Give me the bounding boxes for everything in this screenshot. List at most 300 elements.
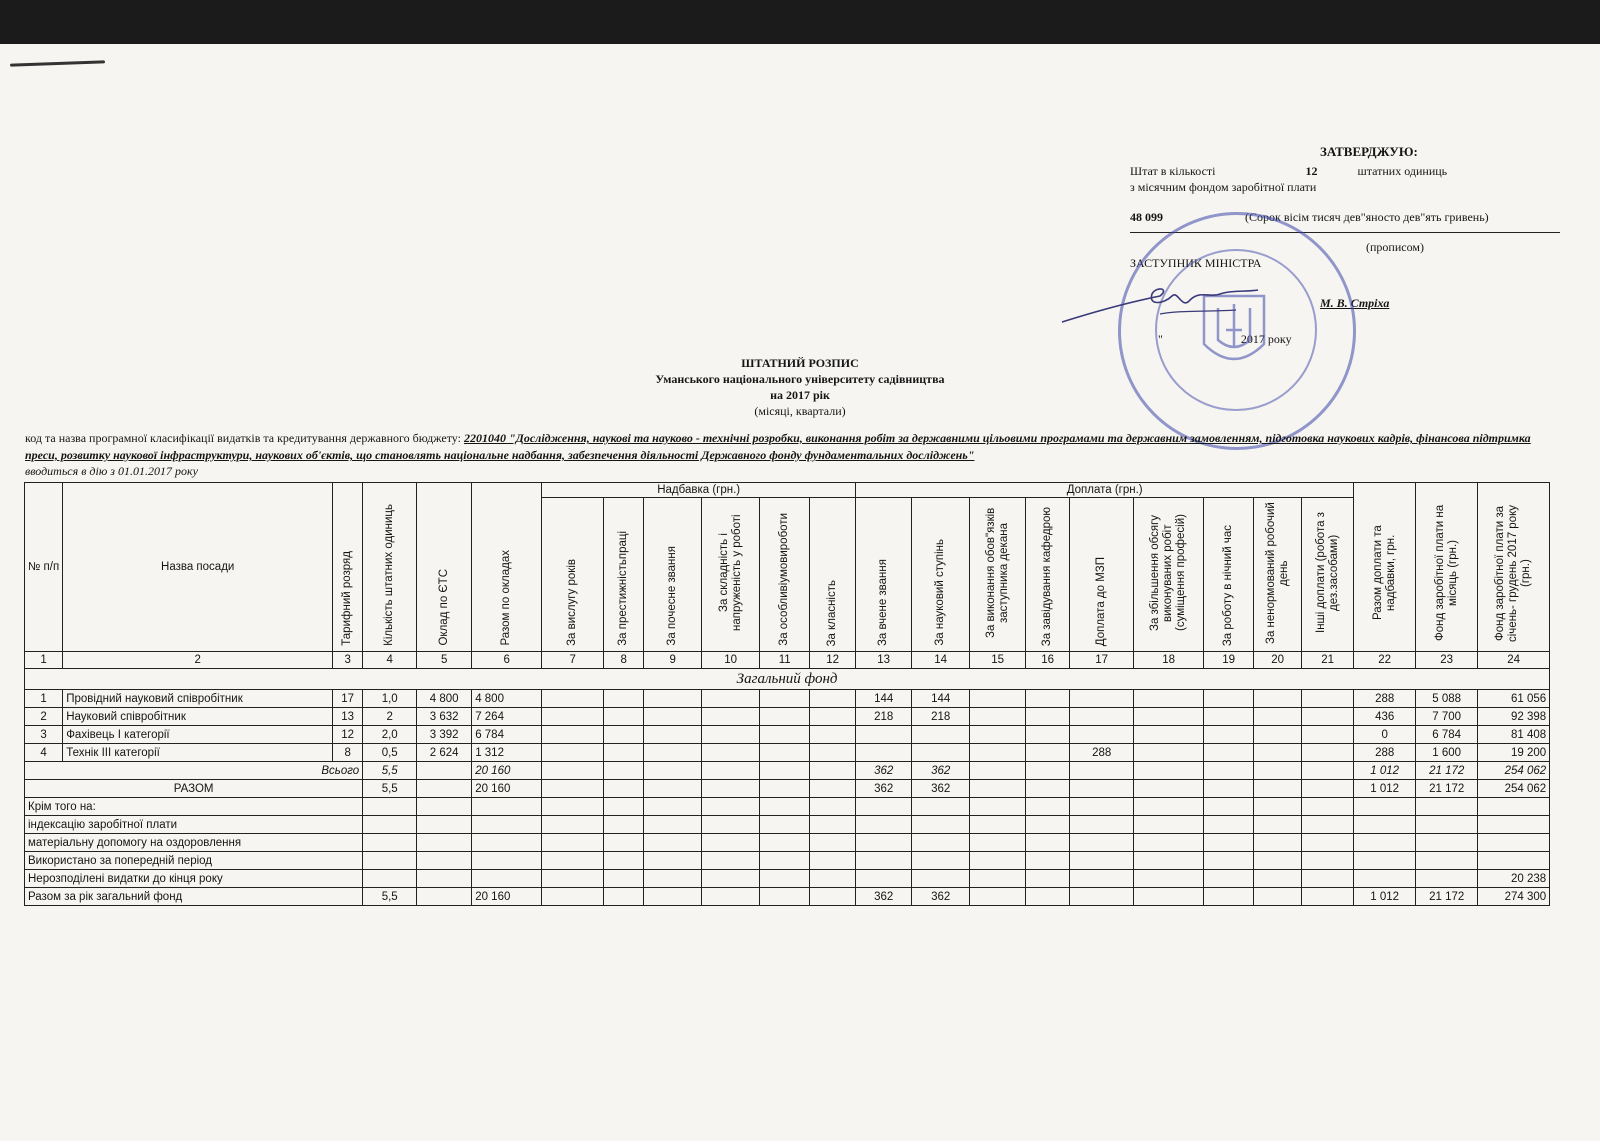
header-bonus-col: За вислугу років [566,559,579,646]
empty-cell [542,816,604,834]
extra-year-fund [1478,816,1550,834]
empty-cell [912,798,970,816]
table-row [25,726,1550,744]
sum-extra: 0 [1354,726,1416,744]
empty-cell [604,762,644,780]
empty-cell [810,726,856,744]
header-salary: Оклад по ЄТС [437,569,450,646]
extra-label: Використано за попередній період [25,852,363,870]
empty-cell [363,834,417,852]
units: 0,5 [363,744,417,762]
empty-cell [970,744,1026,762]
empty-cell [1026,816,1070,834]
empty-cell [1302,690,1354,708]
column-number: 9 [644,652,702,669]
staff-units: штатних одиниць [1357,164,1448,178]
row-number: 3 [25,726,63,744]
empty-cell [810,780,856,798]
empty-cell [1134,852,1204,870]
header-bonus-col: За почесне звання [666,546,679,646]
empty-cell [810,798,856,816]
empty-cell [1354,852,1416,870]
position-name: Науковий співробітник [63,708,333,726]
empty-cell [1416,870,1478,888]
empty-cell [760,780,810,798]
total-sum-extra: 1 012 [1354,780,1416,798]
empty-cell [472,816,542,834]
empty-cell [1134,888,1204,906]
empty-cell [417,780,472,798]
empty-cell [810,708,856,726]
total-year-fund: 274 300 [1478,888,1550,906]
empty-cell [1026,708,1070,726]
empty-cell [1026,762,1070,780]
table-row [25,690,1550,708]
academic-degree-extra: 144 [912,690,970,708]
empty-cell [542,762,604,780]
header-bonus-group: Надбавка (грн.) [542,483,856,498]
extra-row [25,870,1550,888]
empty-cell [912,834,970,852]
fund-title: Загальний фонд [25,669,1550,690]
empty-cell [702,834,760,852]
staff-count-line [1130,164,1447,179]
extra-year-fund: 20 238 [1478,870,1550,888]
empty-cell [604,834,644,852]
total-academic-title: 362 [856,780,912,798]
scan-dark-edge [0,0,1600,44]
empty-cell [1302,744,1354,762]
empty-cell [417,816,472,834]
column-number: 5 [417,652,472,669]
empty-cell [417,762,472,780]
empty-cell [760,744,810,762]
empty-cell [810,834,856,852]
empty-cell [417,888,472,906]
empty-cell [644,726,702,744]
sum-extra: 436 [1354,708,1416,726]
program-code: 2201040 "Дослідження, наукові та науково - технічні розробки, виконання робіт за державними цільовими програмами та державним замовленням, підготовка наукових кадрів, фінансова підтримка преси, розвитку наукової інфраструктури, наукових об'єктів, що становлять національне надбання, забезпечення діяльності Державного фонду фундаментальних досліджень" [25,431,1531,462]
header-extra-col: За ненормований робочий день [1264,502,1290,644]
empty-cell [1204,816,1254,834]
salary: 4 800 [417,690,472,708]
empty-cell [970,798,1026,816]
total-month-fund: 21 172 [1416,888,1478,906]
empty-cell [542,744,604,762]
grade: 17 [333,690,363,708]
empty-cell [1204,834,1254,852]
empty-cell [856,798,912,816]
grade: 8 [333,744,363,762]
empty-cell [1070,816,1134,834]
year-fund: 92 398 [1478,708,1550,726]
empty-cell [1134,726,1204,744]
empty-cell [1026,798,1070,816]
total-label: Разом за рік загальний фонд [25,888,363,906]
total-academic-title: 362 [856,762,912,780]
table-row [25,708,1550,726]
academic-title-extra [856,744,912,762]
header-bonus-col: За складність і напруженість у роботі [717,514,743,632]
empty-cell [644,798,702,816]
total-units: 5,5 [363,762,417,780]
header-extra-col: Інші доплати (робота з дез.засобами) [1314,512,1340,634]
empty-cell [604,798,644,816]
column-number: 18 [1134,652,1204,669]
column-number: 10 [702,652,760,669]
empty-cell [1254,834,1302,852]
empty-cell [702,726,760,744]
empty-cell [644,870,702,888]
total-label: Всього [25,762,363,780]
empty-cell [1026,744,1070,762]
total-salary: 20 160 [472,888,542,906]
column-number: 15 [970,652,1026,669]
column-number: 1 [25,652,63,669]
month-fund: 6 784 [1416,726,1478,744]
effective-date: вводиться в дію з 01.01.2017 року [25,464,198,478]
column-number: 7 [542,652,604,669]
min-wage-extra [1070,726,1134,744]
empty-cell [1204,780,1254,798]
empty-cell [912,816,970,834]
empty-cell [1070,834,1134,852]
row-number: 4 [25,744,63,762]
empty-cell [760,816,810,834]
empty-cell [542,780,604,798]
month-fund: 5 088 [1416,690,1478,708]
column-number: 17 [1070,652,1134,669]
empty-cell [604,726,644,744]
column-number: 14 [912,652,970,669]
period: на 2017 рік [770,388,830,402]
empty-cell [702,798,760,816]
empty-cell [644,780,702,798]
total-sum-extra: 1 012 [1354,762,1416,780]
empty-cell [1416,834,1478,852]
empty-cell [1416,852,1478,870]
fund-label: з місячним фондом заробітної плати [1130,180,1317,194]
header-total-salary: Разом по окладах [500,550,513,646]
header-extra-col: За роботу в нічний час [1222,524,1235,646]
empty-cell [760,852,810,870]
header-bonus-col: За класність [826,579,839,646]
total-academic-degree: 362 [912,762,970,780]
total-salary: 1 312 [472,744,542,762]
empty-cell [702,888,760,906]
academic-title-extra [856,726,912,744]
position-name: Технік ІІІ категорії [63,744,333,762]
empty-cell [644,852,702,870]
salary: 2 624 [417,744,472,762]
empty-cell [702,816,760,834]
header-year-fund: Фонд заробітної плати за січень- грудень 2017 року (грн.) [1494,504,1533,642]
empty-cell [970,690,1026,708]
empty-cell [1070,888,1134,906]
empty-cell [810,690,856,708]
empty-cell [1354,798,1416,816]
date-day: " [1158,332,1163,346]
header-extra-col: За вчене звання [877,558,890,646]
total-salary: 4 800 [472,690,542,708]
empty-cell [1134,744,1204,762]
total-academic-degree: 362 [912,888,970,906]
year-fund: 81 408 [1478,726,1550,744]
empty-cell [1354,870,1416,888]
row-number: 1 [25,690,63,708]
empty-cell [810,870,856,888]
empty-cell [644,888,702,906]
empty-cell [363,816,417,834]
empty-cell [1302,726,1354,744]
total-month-fund: 21 172 [1416,762,1478,780]
empty-cell [1204,726,1254,744]
min-wage-extra: 288 [1070,744,1134,762]
empty-cell [472,798,542,816]
total-units: 5,5 [363,780,417,798]
empty-cell [1070,798,1134,816]
header-extra-col: За науковий ступінь [934,539,947,646]
empty-cell [1134,798,1204,816]
column-number-row [25,652,1550,669]
empty-cell [1254,816,1302,834]
empty-cell [970,726,1026,744]
empty-cell [1204,852,1254,870]
empty-cell [970,834,1026,852]
extra-year-fund [1478,798,1550,816]
empty-cell [1416,816,1478,834]
empty-cell [604,888,644,906]
header-month-fund: Фонд заробітної плати на місяць (грн.) [1433,504,1459,642]
empty-cell [472,870,542,888]
fund-amount: 48 099 [1130,210,1163,224]
min-wage-extra [1070,690,1134,708]
total-year-fund: 254 062 [1478,762,1550,780]
handwritten-signature [1060,280,1260,330]
empty-cell [542,708,604,726]
column-number: 3 [333,652,363,669]
empty-cell [1026,726,1070,744]
min-wage-extra [1070,708,1134,726]
staff-count: 12 [1305,164,1318,178]
empty-cell [644,834,702,852]
column-number: 11 [760,652,810,669]
empty-cell [702,852,760,870]
empty-cell [417,798,472,816]
empty-cell [1354,834,1416,852]
extra-year-fund [1478,852,1550,870]
empty-cell [1204,870,1254,888]
total-month-fund: 21 172 [1416,780,1478,798]
empty-cell [970,816,1026,834]
column-number: 13 [856,652,912,669]
date-suffix: 2017 року [1240,332,1292,346]
empty-cell [1302,780,1354,798]
salary: 3 632 [417,708,472,726]
empty-cell [1254,780,1302,798]
empty-cell [1416,798,1478,816]
total-salary: 20 160 [472,762,542,780]
total-label: РАЗОМ [25,780,363,798]
empty-cell [970,708,1026,726]
empty-cell [912,870,970,888]
fund-words: (Сорок вісім тисяч дев"яносто дев"ять гривень) [1245,210,1489,224]
empty-cell [1134,708,1204,726]
empty-cell [1026,852,1070,870]
column-number: 24 [1478,652,1550,669]
empty-cell [644,690,702,708]
empty-cell [970,780,1026,798]
empty-cell [363,852,417,870]
extra-row [25,798,1550,816]
empty-cell [760,690,810,708]
header-bonus-col: За особливіумовироботи [778,513,791,646]
empty-cell [1070,870,1134,888]
empty-cell [1134,834,1204,852]
program-classification [25,430,1535,464]
empty-cell [1254,852,1302,870]
razom-row [25,780,1550,798]
salary: 3 392 [417,726,472,744]
empty-cell [644,744,702,762]
empty-cell [472,852,542,870]
empty-cell [644,762,702,780]
empty-cell [810,744,856,762]
total-academic-title: 362 [856,888,912,906]
total-salary: 7 264 [472,708,542,726]
empty-cell [760,870,810,888]
empty-cell [702,690,760,708]
pen-mark [10,60,105,66]
empty-cell [644,708,702,726]
header-extra-col: За виконання обов"язків заступника декана [984,507,1010,639]
total-salary: 20 160 [472,780,542,798]
empty-cell [604,852,644,870]
extra-year-fund [1478,834,1550,852]
empty-cell [1134,870,1204,888]
signer-name: М. В. Стріха [1320,296,1390,310]
total-row [25,762,1550,780]
extra-row [25,834,1550,852]
empty-cell [1070,780,1134,798]
empty-cell [856,834,912,852]
grade: 13 [333,708,363,726]
column-number: 8 [604,652,644,669]
position-name: Провідний науковий співробітник [63,690,333,708]
units: 1,0 [363,690,417,708]
organization-name: Уманського національного університету садівництва [655,372,945,386]
empty-cell [604,744,644,762]
empty-cell [760,726,810,744]
empty-cell [1254,798,1302,816]
empty-cell [1026,888,1070,906]
academic-degree-extra [912,726,970,744]
academic-degree-extra [912,744,970,762]
table-row [25,744,1550,762]
empty-cell [604,870,644,888]
empty-cell [363,798,417,816]
position-name: Фахівець І категорії [63,726,333,744]
column-number: 19 [1204,652,1254,669]
empty-cell [1134,780,1204,798]
empty-cell [970,888,1026,906]
empty-cell [702,708,760,726]
empty-cell [1204,744,1254,762]
document-heading [440,355,1160,419]
empty-cell [1204,888,1254,906]
empty-cell [542,726,604,744]
empty-cell [760,708,810,726]
empty-cell [760,834,810,852]
empty-cell [417,870,472,888]
column-number: 2 [63,652,333,669]
signer-position: ЗАСТУПНИК МІНІСТРА [1130,256,1262,270]
header-extra-group: Доплата (грн.) [856,483,1354,498]
empty-cell [1134,816,1204,834]
empty-cell [702,780,760,798]
empty-cell [1302,816,1354,834]
column-number: 6 [472,652,542,669]
empty-cell [856,870,912,888]
empty-cell [1026,870,1070,888]
staff-label: Штат в кількості [1130,164,1216,178]
empty-cell [1302,870,1354,888]
empty-cell [970,870,1026,888]
period-note: (місяці, квартали) [754,404,846,418]
grade: 12 [333,726,363,744]
extra-label: Нерозподілені видатки до кінця року [25,870,363,888]
column-number: 23 [1416,652,1478,669]
empty-cell [912,852,970,870]
empty-cell [1070,852,1134,870]
header-grade: Тарифний розряд [341,551,354,646]
empty-cell [810,888,856,906]
empty-cell [1070,762,1134,780]
empty-cell [1254,762,1302,780]
header-extra-col: За збільшення обсягу виконуваних робіт (суміщення професій) [1149,514,1188,632]
total-academic-degree: 362 [912,780,970,798]
in-words-label: (прописом) [1366,240,1424,254]
empty-cell [1254,690,1302,708]
empty-cell [417,852,472,870]
header-sum-extra: Разом доплати та надбавки, грн. [1371,525,1397,621]
sum-extra: 288 [1354,744,1416,762]
empty-cell [1026,780,1070,798]
empty-cell [1204,708,1254,726]
empty-cell [1204,762,1254,780]
units: 2 [363,708,417,726]
empty-cell [1204,690,1254,708]
empty-cell [1026,690,1070,708]
extra-row [25,852,1550,870]
column-number: 20 [1254,652,1302,669]
empty-cell [1302,762,1354,780]
empty-cell [760,798,810,816]
program-prefix: код та назва програмної класифікації видатків та кредитування державного бюджету: [25,431,464,445]
column-number: 4 [363,652,417,669]
empty-cell [542,834,604,852]
fund-amount-line [1130,210,1489,225]
academic-degree-extra: 218 [912,708,970,726]
empty-cell [1302,834,1354,852]
empty-cell [1354,816,1416,834]
empty-cell [760,888,810,906]
header-num: № п/п [25,483,63,652]
row-number: 2 [25,708,63,726]
total-units: 5,5 [363,888,417,906]
month-fund: 7 700 [1416,708,1478,726]
extra-label: Крім того на: [25,798,363,816]
